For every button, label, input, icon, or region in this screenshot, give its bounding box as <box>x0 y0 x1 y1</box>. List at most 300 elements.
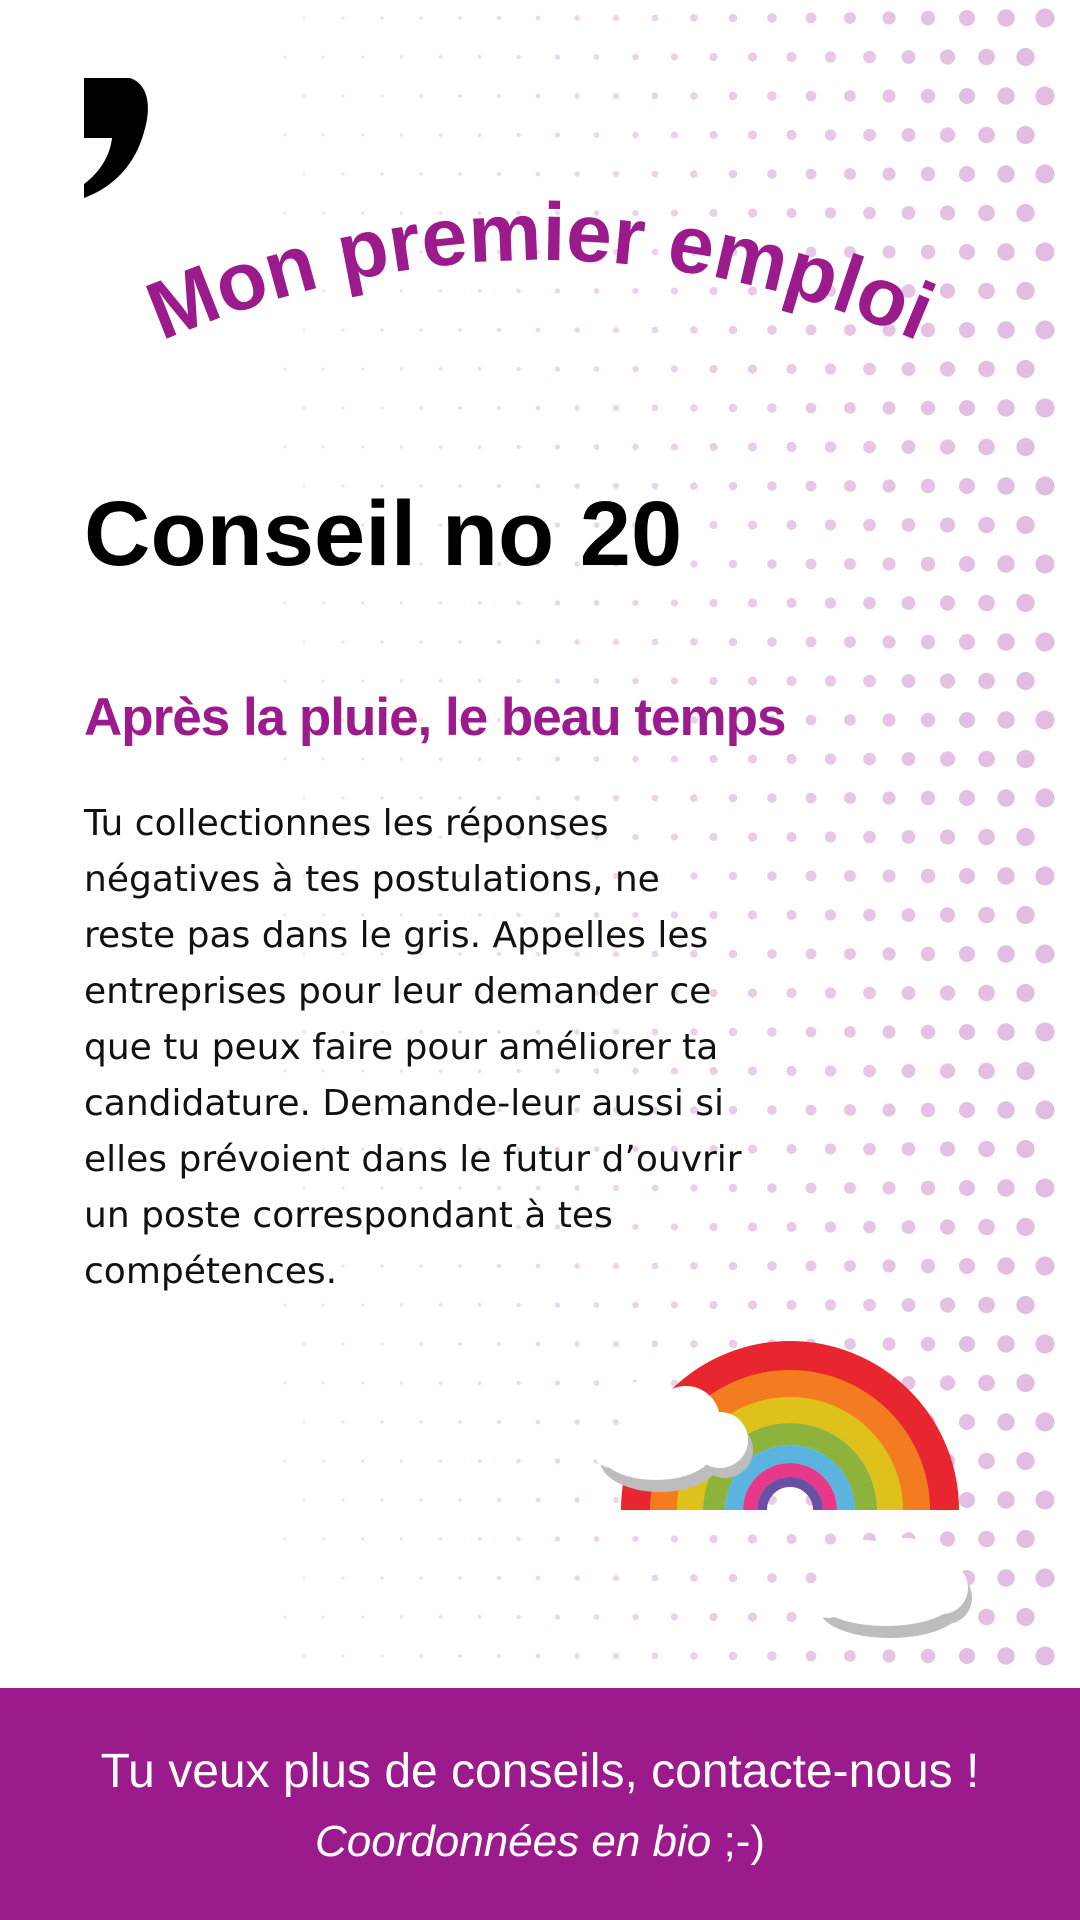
background-dot <box>1016 1452 1034 1470</box>
background-dot <box>1016 516 1034 534</box>
background-dot <box>844 90 856 102</box>
background-dot <box>902 674 916 688</box>
background-dot <box>940 751 955 766</box>
background-dot <box>921 869 935 883</box>
background-dot <box>439 757 443 761</box>
background-dot <box>882 791 895 804</box>
background-dot <box>997 9 1014 26</box>
background-dot <box>574 93 579 98</box>
background-dot <box>1036 1179 1055 1198</box>
background-dot <box>322 1460 325 1463</box>
background-dot <box>439 1537 443 1541</box>
svg-text:Mon premier emploi <box>135 200 947 358</box>
background-dot <box>748 910 757 919</box>
background-dot <box>380 1498 383 1501</box>
background-dot <box>341 94 344 97</box>
background-dot <box>632 54 638 60</box>
background-dot <box>882 635 895 648</box>
background-dot <box>400 55 403 58</box>
background-dot <box>844 636 856 648</box>
background-dot <box>594 600 600 606</box>
background-dot <box>786 1066 796 1076</box>
background-dot <box>497 1498 501 1502</box>
background-dot <box>806 1027 817 1038</box>
background-dot <box>748 676 757 685</box>
background-dot <box>978 1219 995 1236</box>
background-dot <box>997 789 1014 806</box>
background-dot <box>574 1497 579 1502</box>
background-dot <box>478 1381 482 1385</box>
background-dot <box>594 756 600 762</box>
background-dot <box>536 1498 541 1503</box>
background-dot <box>748 1066 757 1075</box>
background-dot <box>825 129 836 140</box>
background-dot <box>361 1381 364 1384</box>
background-dot <box>322 1382 325 1385</box>
background-dot <box>978 907 995 924</box>
background-dot <box>400 1537 403 1540</box>
background-dot <box>419 172 423 176</box>
background-dot <box>341 1420 344 1423</box>
background-dot <box>283 602 286 605</box>
background-dot <box>921 947 935 961</box>
background-dot <box>844 168 856 180</box>
background-dot <box>458 172 462 176</box>
background-dot <box>594 444 600 450</box>
background-dot <box>1016 984 1034 1002</box>
background-dot <box>574 1341 579 1346</box>
background-dot <box>844 1026 856 1038</box>
background-dot <box>690 404 698 412</box>
background-dot <box>921 479 935 493</box>
background-dot <box>902 1220 916 1234</box>
background-dot <box>1036 1569 1055 1588</box>
background-dot <box>1016 672 1034 690</box>
background-dot <box>882 479 895 492</box>
background-dot <box>997 1335 1014 1352</box>
background-dot <box>1016 828 1034 846</box>
background-dot <box>1016 360 1034 378</box>
background-dot <box>419 406 423 410</box>
background-dot <box>1036 789 1055 808</box>
background-dot <box>748 988 757 997</box>
background-dot <box>1036 477 1055 496</box>
background-dot <box>1036 243 1055 262</box>
background-dot <box>825 675 836 686</box>
background-dot <box>997 555 1014 572</box>
background-dot <box>632 600 638 606</box>
background-dot <box>882 167 895 180</box>
background-dot <box>902 1142 916 1156</box>
background-dot <box>997 711 1014 728</box>
background-dot <box>806 871 817 882</box>
background-dot <box>419 16 423 20</box>
background-dot <box>536 1420 541 1425</box>
background-dot <box>882 1649 895 1662</box>
background-dot <box>1036 321 1055 340</box>
background-dot <box>536 16 541 21</box>
background-dot <box>1036 1491 1055 1510</box>
background-dot <box>516 445 521 450</box>
background-dot <box>419 1654 423 1658</box>
rainbow-clouds-icon <box>590 1280 990 1640</box>
background-dot <box>882 89 895 102</box>
background-dot <box>767 169 777 179</box>
background-dot <box>478 1615 482 1619</box>
background-dot <box>361 1537 364 1540</box>
background-dot <box>825 909 836 920</box>
background-dot <box>283 680 286 683</box>
footer-banner <box>0 1688 1080 1920</box>
background-dot <box>303 17 306 20</box>
background-dot <box>536 172 541 177</box>
background-dot <box>497 1576 501 1580</box>
background-dot <box>652 1653 659 1660</box>
background-dot <box>940 49 955 64</box>
background-dot <box>400 445 403 448</box>
background-dot <box>478 757 482 761</box>
background-dot <box>613 93 619 99</box>
background-dot <box>978 1141 995 1158</box>
background-dot <box>806 559 817 570</box>
background-dot <box>863 987 876 1000</box>
background-dot <box>380 172 383 175</box>
background-dot <box>959 634 975 650</box>
background-dot <box>767 13 777 23</box>
background-dot <box>1016 1608 1034 1626</box>
background-dot <box>439 601 443 605</box>
background-dot <box>902 908 916 922</box>
background-dot <box>959 1258 975 1274</box>
background-dot <box>322 680 325 683</box>
background-dot <box>709 755 717 763</box>
background-dot <box>921 11 935 25</box>
background-dot <box>921 1103 935 1117</box>
background-dot <box>439 445 443 449</box>
background-dot <box>997 633 1014 650</box>
background-dot <box>555 1302 560 1307</box>
background-dot <box>786 676 796 686</box>
background-dot <box>516 757 521 762</box>
background-dot <box>458 1576 462 1580</box>
background-dot <box>632 756 638 762</box>
background-dot <box>825 1143 836 1154</box>
background-dot <box>997 1647 1014 1664</box>
background-dot <box>671 677 678 684</box>
background-dot <box>844 714 856 726</box>
background-dot <box>844 402 856 414</box>
background-dot <box>439 1459 443 1463</box>
background-dot <box>303 407 306 410</box>
background-dot <box>844 1260 856 1272</box>
background-dot <box>536 406 541 411</box>
background-dot <box>786 520 796 530</box>
background-dot <box>729 1652 738 1661</box>
background-dot <box>613 171 619 177</box>
background-dot <box>341 1498 344 1501</box>
background-dot <box>1036 555 1055 574</box>
background-dot <box>825 441 836 452</box>
background-dot <box>921 167 935 181</box>
background-dot <box>439 679 443 683</box>
background-dot <box>902 596 916 610</box>
background-dot <box>690 560 698 568</box>
background-dot <box>1036 1257 1055 1276</box>
background-dot <box>341 1654 344 1657</box>
background-dot <box>767 91 777 101</box>
background-dot <box>341 640 344 643</box>
tip-heading: Conseil no 20 <box>84 483 683 585</box>
background-dot <box>844 1182 856 1194</box>
background-dot <box>361 1615 364 1618</box>
background-dot <box>786 598 796 608</box>
background-dot <box>478 1303 482 1307</box>
background-dot <box>748 52 757 61</box>
background-dot <box>516 133 521 138</box>
background-dot <box>806 715 817 726</box>
background-dot <box>478 1537 482 1541</box>
background-dot <box>940 829 955 844</box>
background-dot <box>516 1303 521 1308</box>
background-dot <box>283 1460 286 1463</box>
background-dot <box>806 481 817 492</box>
background-dot <box>341 16 344 19</box>
background-dot <box>882 557 895 570</box>
background-dot <box>497 640 501 644</box>
background-dot <box>652 639 659 646</box>
background-dot <box>690 1652 698 1660</box>
background-dot <box>844 1104 856 1116</box>
background-dot <box>574 1653 579 1658</box>
background-dot <box>361 601 364 604</box>
background-dot <box>400 133 403 136</box>
background-dot <box>574 171 579 176</box>
background-dot <box>921 635 935 649</box>
background-dot <box>322 56 325 59</box>
background-dot <box>497 16 501 20</box>
background-dot <box>806 13 817 24</box>
background-dot <box>902 50 916 64</box>
background-dot <box>997 1101 1014 1118</box>
background-dot <box>997 477 1014 494</box>
background-dot <box>574 405 579 410</box>
background-dot <box>882 869 895 882</box>
background-dot <box>497 1420 501 1424</box>
background-dot <box>1016 1218 1034 1236</box>
background-dot <box>690 482 698 490</box>
background-dot <box>959 712 975 728</box>
background-dot <box>690 170 698 178</box>
background-dot <box>283 1538 286 1541</box>
background-dot <box>380 406 383 409</box>
background-dot <box>806 1261 817 1272</box>
background-dot <box>748 598 757 607</box>
background-dot <box>748 520 757 529</box>
background-dot <box>786 1222 796 1232</box>
background-dot <box>555 1536 560 1541</box>
background-dot <box>594 54 600 60</box>
background-dot <box>458 640 462 644</box>
background-dot <box>1036 1023 1055 1042</box>
background-dot <box>1016 1296 1034 1314</box>
arc-title <box>80 200 1000 380</box>
background-dot <box>959 1180 975 1196</box>
background-dot <box>844 12 856 24</box>
background-dot <box>574 639 579 644</box>
background-dot <box>882 11 895 24</box>
background-dot <box>921 713 935 727</box>
background-dot <box>921 89 935 103</box>
background-dot <box>1016 1530 1034 1548</box>
background-dot <box>940 127 955 142</box>
background-dot <box>361 133 364 136</box>
background-dot <box>1036 1413 1055 1432</box>
background-dot <box>419 640 423 644</box>
background-dot <box>940 907 955 922</box>
background-dot <box>400 601 403 604</box>
background-dot <box>1036 945 1055 964</box>
background-dot <box>978 517 995 534</box>
background-dot <box>767 1651 777 1661</box>
background-dot <box>555 132 560 137</box>
arc-title-text: Mon premier emploi <box>134 200 947 358</box>
background-dot <box>690 14 698 22</box>
background-dot <box>825 597 836 608</box>
background-dot <box>729 92 738 101</box>
background-dot <box>574 15 579 20</box>
background-dot <box>1016 1374 1034 1392</box>
background-dot <box>748 1144 757 1153</box>
background-dot <box>1036 87 1055 106</box>
footer-contact-italic: Coordonnées en bio <box>314 1817 712 1866</box>
background-dot <box>652 15 659 22</box>
background-dot <box>400 1381 403 1384</box>
background-dot <box>844 792 856 804</box>
background-dot <box>729 170 738 179</box>
background-dot <box>825 987 836 998</box>
background-dot <box>940 673 955 688</box>
background-dot <box>863 519 876 532</box>
background-dot <box>709 677 717 685</box>
comma-quote-icon <box>82 76 152 200</box>
background-dot <box>978 673 995 690</box>
background-dot <box>458 1342 462 1346</box>
background-dot <box>748 1222 757 1231</box>
background-dot <box>536 640 541 645</box>
background-dot <box>303 1655 306 1658</box>
background-dot <box>997 1413 1014 1430</box>
background-dot <box>497 172 501 176</box>
background-dot <box>997 1023 1014 1040</box>
background-dot <box>786 910 796 920</box>
background-dot <box>997 1569 1014 1586</box>
background-dot <box>825 753 836 764</box>
background-dot <box>863 1143 876 1156</box>
background-dot <box>902 830 916 844</box>
background-dot <box>921 401 935 415</box>
background-dot <box>322 758 325 761</box>
background-dot <box>1036 399 1055 418</box>
background-dot <box>921 1025 935 1039</box>
background-dot <box>497 94 501 98</box>
background-dot <box>806 91 817 102</box>
background-dot <box>902 752 916 766</box>
background-dot <box>613 15 619 21</box>
background-dot <box>400 1303 403 1306</box>
background-dot <box>341 172 344 175</box>
background-dot <box>786 52 796 62</box>
background-dot <box>361 757 364 760</box>
background-dot <box>283 1382 286 1385</box>
background-dot <box>1016 594 1034 612</box>
background-dot <box>709 521 717 529</box>
background-dot <box>959 1102 975 1118</box>
background-dot <box>419 1420 423 1424</box>
background-dot <box>516 601 521 606</box>
background-dot <box>1016 906 1034 924</box>
background-dot <box>844 1650 856 1662</box>
background-dot <box>767 1105 777 1115</box>
footer-contact-suffix: ;-) <box>711 1817 766 1866</box>
background-dot <box>940 985 955 1000</box>
background-dot <box>478 679 482 683</box>
background-dot <box>882 401 895 414</box>
background-dot <box>959 790 975 806</box>
background-dot <box>978 985 995 1002</box>
background-dot <box>921 1259 935 1273</box>
background-dot <box>959 868 975 884</box>
background-dot <box>767 1027 777 1037</box>
background-dot <box>380 94 383 97</box>
background-dot <box>594 132 600 138</box>
background-dot <box>959 88 975 104</box>
background-dot <box>458 1420 462 1424</box>
footer-contact <box>0 1816 1080 1868</box>
background-dot <box>729 560 738 569</box>
background-dot <box>863 597 876 610</box>
background-dot <box>997 1491 1014 1508</box>
background-dot <box>863 441 876 454</box>
background-dot <box>902 440 916 454</box>
background-dot <box>921 1649 935 1663</box>
background-dot <box>997 87 1014 104</box>
background-dot <box>380 1576 383 1579</box>
background-dot <box>767 1183 777 1193</box>
background-dot <box>478 55 482 59</box>
background-dot <box>940 595 955 610</box>
background-dot <box>400 757 403 760</box>
background-dot <box>921 791 935 805</box>
background-dot <box>1036 9 1055 28</box>
background-dot <box>555 444 560 449</box>
background-dot <box>997 867 1014 884</box>
background-dot <box>555 1614 560 1619</box>
background-dot <box>516 1381 521 1386</box>
background-dot <box>844 558 856 570</box>
background-dot <box>709 53 717 61</box>
background-dot <box>1016 204 1034 222</box>
background-dot <box>613 639 619 645</box>
tip-subheading: Après la pluie, le beau temps <box>84 688 786 747</box>
background-dot <box>997 1179 1014 1196</box>
background-dot <box>439 1381 443 1385</box>
background-dot <box>478 445 482 449</box>
background-dot <box>322 1538 325 1541</box>
background-dot <box>380 1654 383 1657</box>
background-dot <box>400 1459 403 1462</box>
background-dot <box>709 443 717 451</box>
background-dot <box>497 1654 501 1658</box>
